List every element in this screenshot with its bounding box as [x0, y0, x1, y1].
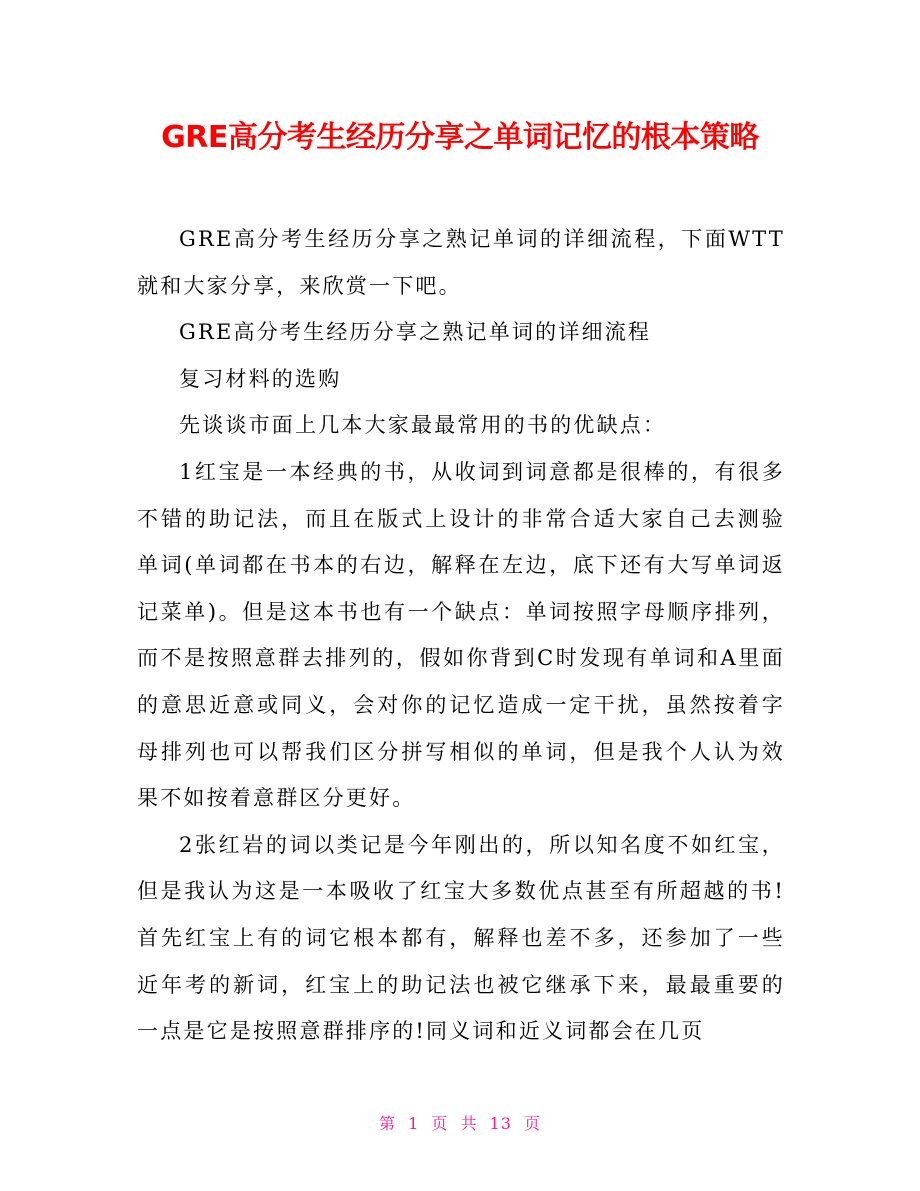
- paragraph-section-heading: 复习材料的选购: [179, 366, 342, 391]
- paragraph-book-2: 2张红岩的词以类记是今年刚出的，所以知名度不如红宝，但是我认为这是一本吸收了红宝大多数优点甚至有所超越的书!首先红宝上有的词它根本都有，解释也差不多，还参加了一些近年考的新词，红宝上的助记法也被它继承下来，最最重要的一点是它是按照意群排序的!同义词和近义词都会在几页: [137, 832, 785, 1044]
- document-body: [137, 216, 785, 1055]
- paragraph-subtitle: GRE高分考生经历分享之熟记单词的详细流程: [179, 320, 652, 345]
- paragraph-book-1: 1红宝是一本经典的书，从收词到词意都是很棒的，有很多不错的助记法，而且在版式上设计的非常合适大家自己去测验单词(单词都在书本的右边，解释在左边，底下还有大写单词返记菜单)。但是这本书也有一个缺点：单词按照字母顺序排列，而不是按照意群去排列的，假如你背到C时发现有单词和A里面的意思近意或同义，会对你的记忆造成一定干扰，虽然按着字母排列也可以帮我们区分拼写相似的单词，但是我个人认为效果不如按着意群区分更好。: [137, 459, 785, 811]
- document-title: GRE高分考生经历分享之单词记忆的根本策略: [161, 120, 759, 155]
- paragraph-books-intro: 先谈谈市面上几本大家最最常用的书的优缺点：: [179, 413, 667, 438]
- paragraph-intro: GRE高分考生经历分享之熟记单词的详细流程，下面WTT就和大家分享，来欣赏一下吧。: [137, 227, 785, 298]
- page-number-footer: 第 1 页 共 13 页: [379, 1114, 541, 1133]
